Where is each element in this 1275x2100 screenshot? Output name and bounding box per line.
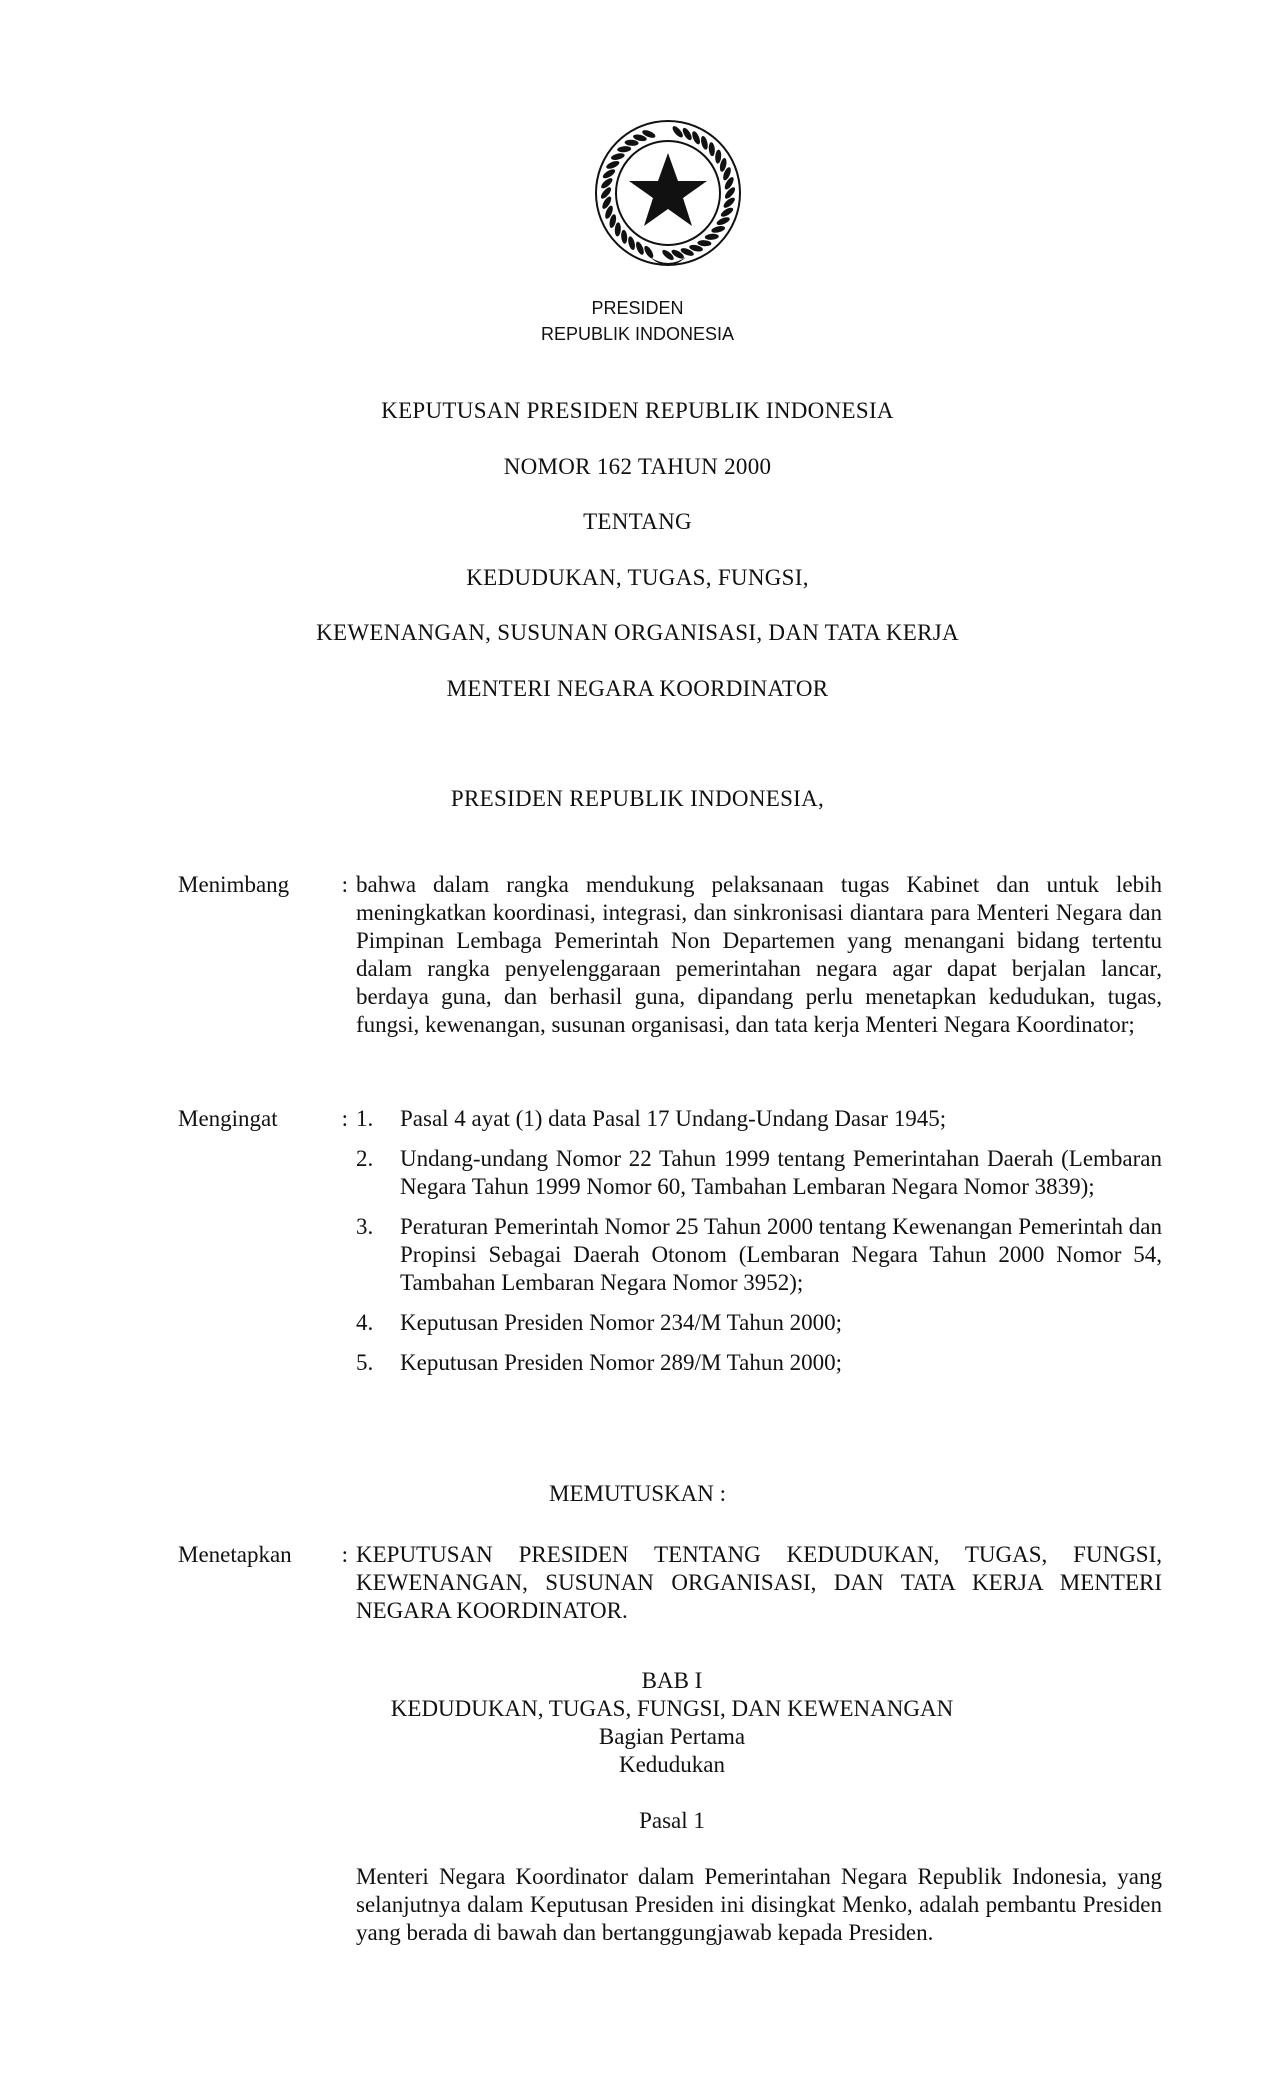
list-item-text: Keputusan Presiden Nomor 234/M Tahun 2000;: [400, 1310, 842, 1335]
emblem-caption-presiden: PRESIDEN: [591, 298, 684, 318]
list-item: [356, 1349, 1162, 1377]
laurel-leaf-icon: [716, 216, 731, 227]
laurel-leaf-icon: [697, 240, 711, 247]
list-item: [356, 1213, 1162, 1297]
list-item-number: 2.: [356, 1146, 374, 1171]
title-kedudukan: KEDUDUKAN, TUGAS, FUNGSI,: [466, 565, 809, 590]
menimbang-colon: :: [341, 872, 348, 897]
laurel-leaf-icon: [715, 149, 722, 163]
menimbang-label-wrap: [178, 871, 348, 899]
menetapkan-text: KEPUTUSAN PRESIDEN TENTANG KEDUDUKAN, TUGAS, FUNGSI, KEWENANGAN, SUSUNAN ORGANISASI, DAN TATA KERJA MENTERI NEGARA KOORDINATOR.: [356, 1542, 1162, 1623]
title-keputusan: KEPUTUSAN PRESIDEN REPUBLIK INDONESIA: [381, 398, 894, 423]
laurel-leaf-icon: [719, 206, 734, 219]
laurel-leaf-icon: [605, 159, 620, 170]
menetapkan-colon: :: [341, 1542, 348, 1567]
laurel-leaf-icon: [600, 176, 615, 190]
list-item-number: 1.: [356, 1106, 374, 1131]
mengingat-list: [356, 1105, 1162, 1389]
title-kewenangan: KEWENANGAN, SUSUNAN ORGANISASI, DAN TATA KERJA: [316, 620, 959, 645]
laurel-leaf-icon: [711, 225, 726, 234]
laurel-leaf-icon: [643, 244, 656, 259]
laurel-leaf-icon: [617, 146, 631, 153]
title-tentang: TENTANG: [583, 509, 692, 534]
laurel-leaf-icon: [624, 139, 638, 146]
menimbang-text: bahwa dalam rangka mendukung pelaksanaan tugas Kabinet dan untuk lebih meningkatkan koordinasi, integrasi, dan sinkronisasi diantara para Menteri Negara dan Pimpinan Lembaga Pemerintah Non Departemen yang menangani bidang tertentu dalam rangka penyelenggaraan pemerintahan negara agar dapat berjalan lancar, berdaya guna, dan berhasil guna, dipandang perlu menetapkan kedudukan, tugas, fungsi, kewenangan, susunan organisasi, dan tata kerja Menteri Negara Koordinator;: [356, 872, 1162, 1037]
laurel-leaf-icon: [614, 222, 621, 236]
mengingat-label: Mengingat: [178, 1106, 278, 1131]
laurel-leaf-icon: [708, 142, 715, 156]
list-item: [356, 1309, 1162, 1337]
laurel-leaf-icon: [627, 236, 636, 251]
laurel-leaf-icon: [621, 230, 628, 244]
list-item-text: Undang-undang Nomor 22 Tahun 1999 tentang Pemerintahan Daerah (Lembaran Negara Tahun 1999 Nomor 60, Tambahan Lembaran Negara Nomor 3839);: [400, 1146, 1162, 1199]
list-item-number: 4.: [356, 1310, 374, 1335]
pasal-1-label: Pasal 1: [639, 1808, 705, 1833]
list-item-text: Peraturan Pemerintah Nomor 25 Tahun 2000 tentang Kewenangan Pemerintah dan Propinsi Sebagai Daerah Otonom (Lembaran Negara Tahun 2000 Nomor 54, Tambahan Lembaran Negara Nomor 3952);: [400, 1214, 1162, 1295]
bab-title: KEDUDUKAN, TUGAS, FUNGSI, DAN KEWENANGAN: [390, 1696, 954, 1721]
laurel-leaf-icon: [700, 135, 709, 150]
laurel-leaf-icon: [691, 130, 702, 145]
bagian-title: Kedudukan: [618, 1752, 726, 1777]
title-nomor: NOMOR 162 TAHUN 2000: [503, 454, 772, 479]
laurel-leaf-icon: [610, 152, 625, 161]
presidential-seal-emblem: [588, 115, 748, 275]
list-item: [356, 1105, 1162, 1133]
laurel-leaf-icon: [722, 196, 737, 210]
list-item-number: 5.: [356, 1350, 374, 1375]
laurel-leaf-icon: [601, 168, 616, 181]
laurel-leaf-icon: [671, 125, 685, 140]
list-item-text: Keputusan Presiden Nomor 289/M Tahun 2000;: [400, 1350, 842, 1375]
issuer-heading: PRESIDEN REPUBLIK INDONESIA,: [450, 786, 825, 811]
mengingat-label-wrap: [178, 1105, 348, 1133]
laurel-leaf-icon: [681, 126, 694, 141]
list-item: [356, 1145, 1162, 1201]
menimbang-label: Menimbang: [178, 872, 290, 897]
emblem-caption-republik: REPUBLIK INDONESIA: [540, 324, 735, 344]
menetapkan-label-wrap: [178, 1541, 348, 1569]
list-item-number: 3.: [356, 1214, 374, 1239]
menetapkan-label: Menetapkan: [178, 1542, 292, 1567]
mengingat-colon: :: [341, 1106, 348, 1131]
bab-number: BAB I: [641, 1668, 703, 1693]
list-item-text: Pasal 4 ayat (1) data Pasal 17 Undang-Undang Dasar 1945;: [400, 1106, 947, 1131]
memutuskan-heading: MEMUTUSKAN :: [549, 1481, 726, 1506]
title-menteri: MENTERI NEGARA KOORDINATOR: [446, 676, 829, 701]
bagian-label: Bagian Pertama: [598, 1724, 746, 1749]
laurel-leaf-icon: [705, 233, 719, 240]
pasal-1-text: Menteri Negara Koordinator dalam Pemerintahan Negara Republik Indonesia, yang selanjutnya dalam Keputusan Presiden ini disingkat Menko, adalah pembantu Presiden yang berada di bawah dan bertanggungjawab kepada Presiden.: [356, 1864, 1162, 1945]
laurel-leaf-icon: [634, 241, 645, 256]
